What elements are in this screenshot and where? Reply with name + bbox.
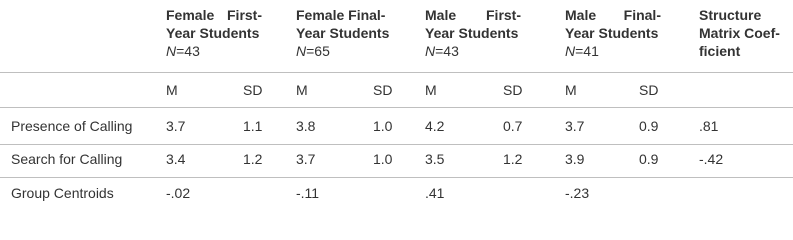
subheader-cell: M: [296, 82, 308, 98]
table-cell: 3.5: [425, 151, 445, 167]
table-cell: 3.7: [166, 118, 186, 134]
n-value: =43: [435, 43, 459, 59]
table-cell: 0.9: [639, 151, 659, 167]
header-female-first-year: [166, 6, 262, 60]
header-line1b: Final-: [623, 7, 661, 23]
subheader-cell: M: [166, 82, 178, 98]
centroid-value: -.02: [166, 185, 191, 201]
subheader-cell: SD: [503, 82, 523, 98]
n-value: =43: [176, 43, 200, 59]
n-label: N: [166, 43, 177, 59]
table-cell: 3.7: [296, 151, 316, 167]
header-line2: Year Students: [166, 25, 260, 41]
header-line1b: First-: [486, 7, 521, 23]
n-label: N: [425, 43, 436, 59]
header-line1b: First-: [227, 7, 262, 23]
subheader-cell: M: [565, 82, 577, 98]
subheader-divider: [0, 107, 793, 108]
table-cell: 3.8: [296, 118, 316, 134]
table-cell: 3.9: [565, 151, 585, 167]
header-divider: [0, 72, 793, 73]
header-n: [425, 42, 521, 60]
n-value: =65: [306, 43, 330, 59]
subheader-cell: SD: [639, 82, 659, 98]
centroid-value: -.23: [565, 185, 590, 201]
centroid-value: .41: [425, 185, 445, 201]
n-value: =41: [575, 43, 599, 59]
table-cell: 1.0: [373, 151, 393, 167]
row-label: Search for Calling: [11, 151, 123, 167]
header-line2: Year Students: [425, 25, 519, 41]
table-cell: 3.7: [565, 118, 585, 134]
row-label: Group Centroids: [11, 185, 114, 201]
header-line1: Structure: [699, 7, 762, 23]
table-cell: 4.2: [425, 118, 445, 134]
header-line2: Year Students: [296, 25, 390, 41]
row-divider: [0, 144, 793, 145]
header-line1a: Female: [166, 7, 215, 23]
table-cell: 0.7: [503, 118, 523, 134]
row-divider: [0, 177, 793, 178]
header-male-final-year: [565, 6, 661, 60]
table-cell: 3.4: [166, 151, 186, 167]
header-line1a: Male: [425, 7, 457, 23]
header-n: [296, 42, 392, 60]
table-cell: .81: [699, 118, 719, 134]
row-label: Presence of Calling: [11, 118, 133, 134]
table-cell: 1.0: [373, 118, 393, 134]
table-cell: 1.1: [243, 118, 263, 134]
header-line1a: Female Final-: [296, 7, 386, 23]
header-male-first-year: [425, 6, 521, 60]
subheader-cell: SD: [243, 82, 263, 98]
header-structure-matrix: [699, 6, 789, 60]
n-label: N: [565, 43, 576, 59]
header-n: [565, 42, 661, 60]
header-n: [166, 42, 262, 60]
n-label: N: [296, 43, 307, 59]
table-cell: 0.9: [639, 118, 659, 134]
header-line2: Year Students: [565, 25, 659, 41]
header-line1a: Male: [565, 7, 597, 23]
table-cell: -.42: [699, 151, 724, 167]
subheader-cell: SD: [373, 82, 393, 98]
header-line2: Matrix Coef-: [699, 25, 780, 41]
header-line3: ficient: [699, 43, 741, 59]
header-female-final-year: [296, 6, 392, 60]
table-cell: 1.2: [503, 151, 523, 167]
subheader-cell: M: [425, 82, 437, 98]
table-cell: 1.2: [243, 151, 263, 167]
centroid-value: -.11: [296, 185, 320, 201]
